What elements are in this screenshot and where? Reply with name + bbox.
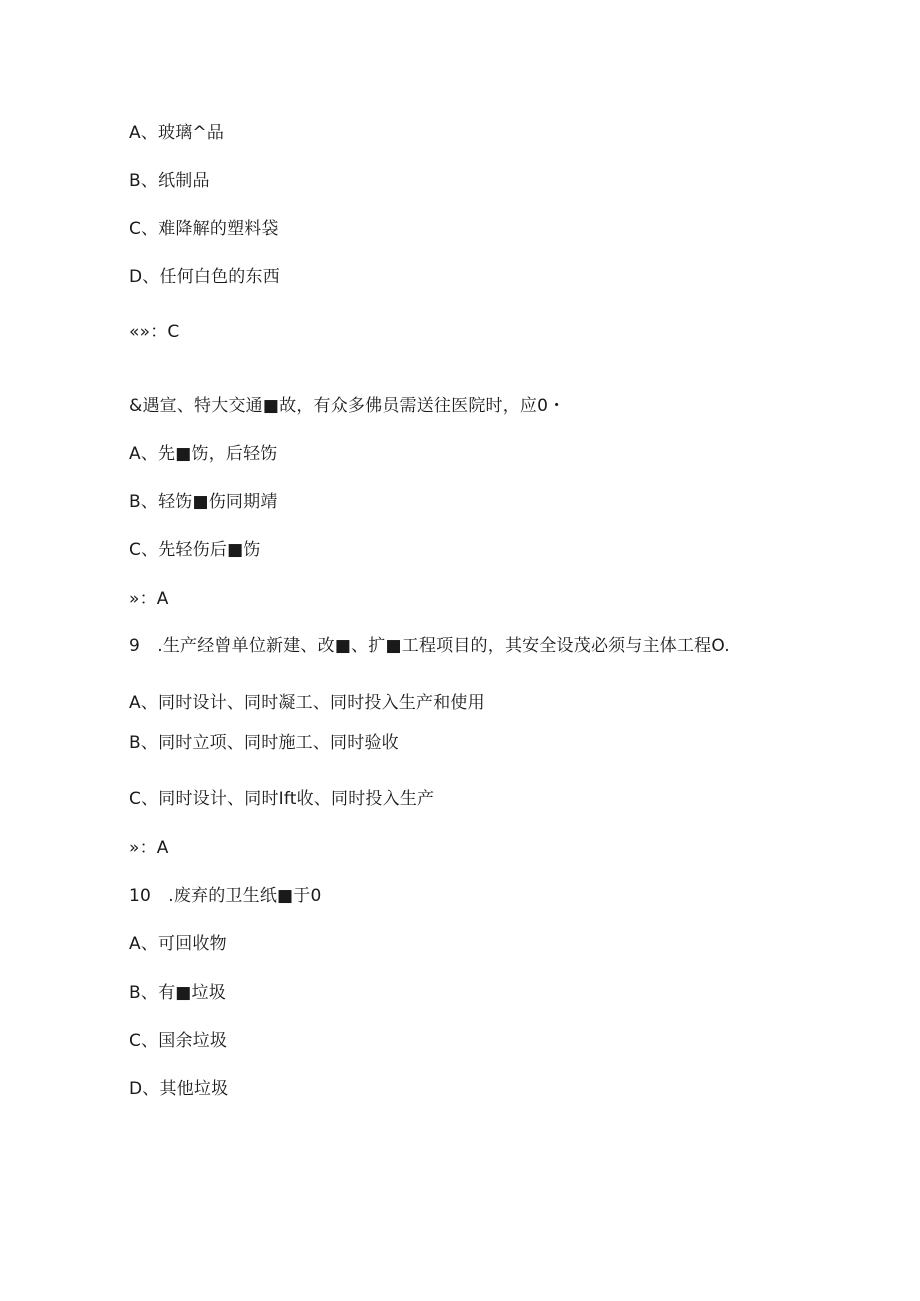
option-b: B、同时立项、同时施工、同时验收 <box>129 733 399 753</box>
answer: »：A <box>129 589 169 609</box>
option-c: C、国余垃圾 <box>129 1031 228 1051</box>
option-b: B、有■垃圾 <box>129 983 226 1003</box>
option-c: C、难降解的塑料袋 <box>129 219 279 239</box>
option-a: A、先■饬，后轻饬 <box>129 444 278 464</box>
answer: «»：C <box>129 322 180 342</box>
question-9: 9 .生产经曾单位新建、改■、扩■工程项目的，其安全设茂必须与主体工程O. <box>129 636 730 656</box>
option-b: B、轻饬■伤同期靖 <box>129 492 278 512</box>
option-c: C、先轻伤后■饬 <box>129 540 261 560</box>
option-d: D、其他垃圾 <box>129 1079 229 1099</box>
option-a: A、玻璃^品 <box>129 123 225 143</box>
option-c: C、同时设计、同时Ift收、同时投入生产 <box>129 789 435 809</box>
option-a: A、可回收物 <box>129 934 227 954</box>
question-10: 10 .废弃的卫生纸■于0 <box>129 886 322 906</box>
option-b: B、纸制品 <box>129 171 210 191</box>
question-8: &遇宣、特大交通■故，有众多佛员需送往医院时，应0・ <box>129 396 566 416</box>
option-a: A、同时设计、同时凝工、同时投入生产和使用 <box>129 693 485 713</box>
option-d: D、任何白色的东西 <box>129 267 280 287</box>
answer: »：A <box>129 838 169 858</box>
